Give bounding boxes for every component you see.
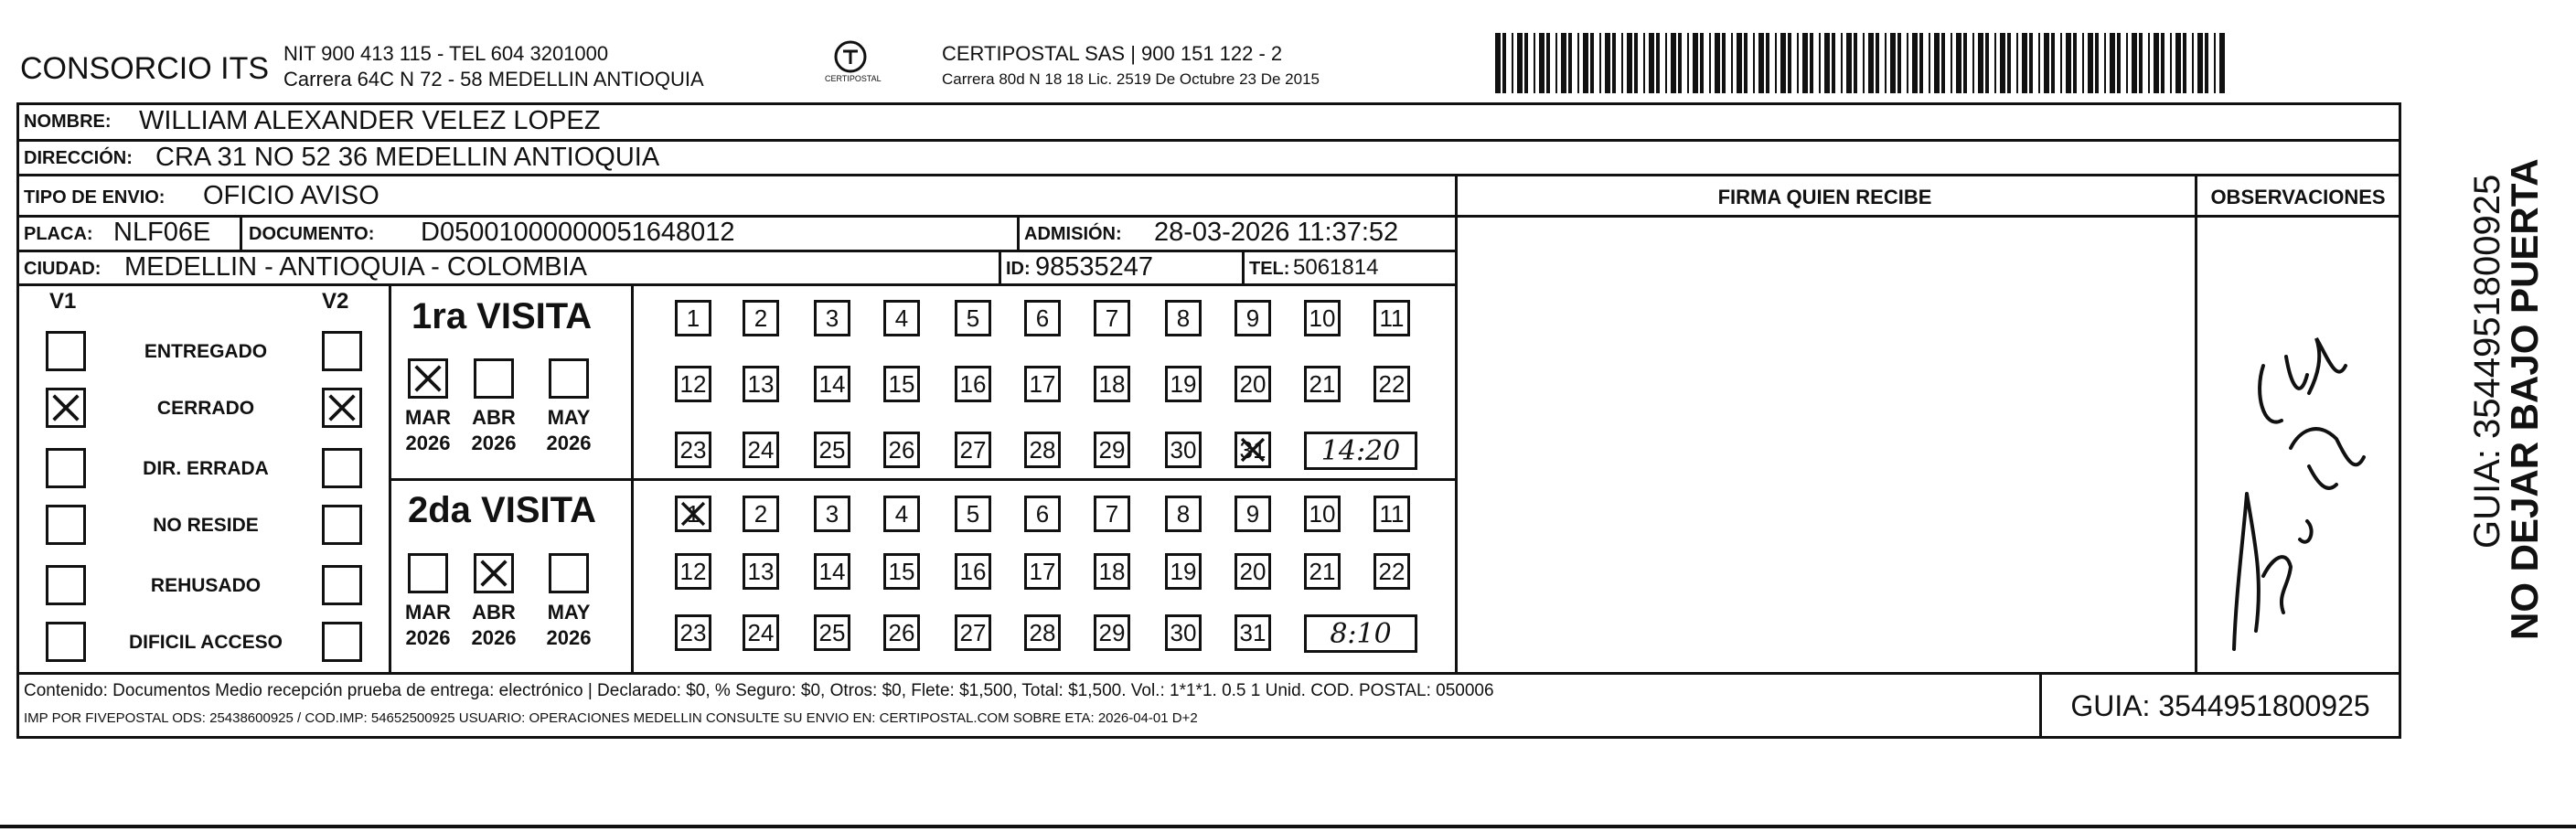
visit-month-name: MAR [404, 601, 452, 624]
visit-day-box[interactable]: 10 [1304, 496, 1341, 532]
visit-day-box[interactable]: 30 [1165, 432, 1202, 468]
visit-day-box[interactable]: 25 [814, 432, 850, 468]
visit-time: 14:20 [1304, 432, 1417, 470]
visit-day-box[interactable]: 27 [955, 614, 991, 651]
visit-day-box[interactable]: 31 [1235, 432, 1271, 468]
status-v1-checkbox[interactable] [46, 565, 86, 605]
visit-day-box[interactable]: 10 [1304, 300, 1341, 336]
visit-month-checkbox[interactable] [408, 553, 448, 593]
nombre-value: WILLIAM ALEXANDER VELEZ LOPEZ [139, 106, 601, 135]
visit-day-box[interactable]: 2 [743, 300, 779, 336]
status-v1-checkbox[interactable] [46, 505, 86, 545]
visit-day-box[interactable]: 18 [1094, 553, 1130, 590]
visit-day-box[interactable]: 2 [743, 496, 779, 532]
visit-day-box[interactable]: 19 [1165, 366, 1202, 402]
visit-day-box[interactable]: 13 [743, 553, 779, 590]
visit-day-box[interactable]: 4 [883, 496, 920, 532]
visit-day-box[interactable]: 14 [814, 553, 850, 590]
status-v2-checkbox[interactable] [322, 505, 362, 545]
v2-header: V2 [322, 289, 349, 314]
status-label: DIR. ERRADA [143, 458, 269, 479]
visit-day-box[interactable]: 20 [1235, 366, 1271, 402]
footer-guia: GUIA: 3544951800925 [2070, 689, 2370, 722]
status-label: ENTREGADO [144, 341, 268, 362]
visit-day-box[interactable]: 25 [814, 614, 850, 651]
documento-label: DOCUMENTO: [249, 224, 375, 244]
visit-time: 8:10 [1304, 614, 1417, 653]
visit-day-box[interactable]: 17 [1024, 553, 1061, 590]
visit-day-box[interactable]: 24 [743, 614, 779, 651]
visit-day-box[interactable]: 28 [1024, 432, 1061, 468]
visit-day-box[interactable]: 7 [1094, 300, 1130, 336]
certipostal-name: CERTIPOSTAL SAS | 900 151 122 - 2 [942, 42, 1283, 65]
visit-day-box[interactable]: 21 [1304, 366, 1341, 402]
visit-day-box[interactable]: 21 [1304, 553, 1341, 590]
tipo-label: TIPO DE ENVIO: [24, 187, 166, 208]
visit-day-box[interactable]: 24 [743, 432, 779, 468]
visit-month-checkbox[interactable] [408, 358, 448, 399]
visit-day-box[interactable]: 11 [1374, 496, 1410, 532]
visit-month-name: MAR [404, 406, 452, 429]
visit-day-box[interactable]: 6 [1024, 496, 1061, 532]
visit-day-box[interactable]: 12 [675, 366, 711, 402]
direccion-value: CRA 31 NO 52 36 MEDELLIN ANTIOQUIA [155, 143, 660, 172]
visit-month-year: 2026 [471, 432, 517, 454]
visit-day-box[interactable]: 18 [1094, 366, 1130, 402]
status-v2-checkbox[interactable] [322, 448, 362, 488]
visit-month-checkbox[interactable] [549, 553, 589, 593]
status-v2-checkbox[interactable] [322, 565, 362, 605]
status-label: CERRADO [156, 398, 255, 419]
visit-month-name: MAY [547, 406, 591, 429]
visit-month-year: 2026 [405, 626, 451, 649]
certipostal-address: Carrera 80d N 18 18 Lic. 2519 De Octubre 23 De 2015 [942, 70, 1320, 88]
admision-value: 28-03-2026 11:37:52 [1154, 218, 1399, 247]
status-v2-checkbox[interactable] [322, 331, 362, 371]
visit-day-box[interactable]: 5 [955, 496, 991, 532]
visit-day-box[interactable]: 16 [955, 553, 991, 590]
visit-day-box[interactable]: 30 [1165, 614, 1202, 651]
company-name: CONSORCIO ITS [20, 51, 270, 86]
first-visit-title: 1ra VISITA [412, 296, 593, 336]
status-label: DIFICIL ACCESO [128, 632, 283, 653]
status-v2-checkbox[interactable] [322, 622, 362, 662]
visit-day-box[interactable]: 11 [1374, 300, 1410, 336]
visit-day-box[interactable]: 3 [814, 496, 850, 532]
visit-day-box[interactable]: 1 [675, 300, 711, 336]
visit-day-box[interactable]: 29 [1094, 614, 1130, 651]
id-value: 98535247 [1035, 252, 1154, 282]
visit-day-box[interactable]: 14 [814, 366, 850, 402]
side-guia: GUIA: 3544951800925 [2467, 174, 2507, 549]
visit-day-box[interactable]: 20 [1235, 553, 1271, 590]
admision-label: ADMISIÓN: [1024, 224, 1122, 244]
visit-day-box[interactable]: 16 [955, 366, 991, 402]
visit-month-year: 2026 [405, 432, 451, 454]
visit-day-box[interactable]: 6 [1024, 300, 1061, 336]
visit-day-box[interactable]: 7 [1094, 496, 1130, 532]
visit-day-box[interactable]: 1 [675, 496, 711, 532]
status-v1-checkbox[interactable] [46, 622, 86, 662]
second-visit-title: 2da VISITA [408, 490, 596, 530]
visit-day-box[interactable]: 9 [1235, 496, 1271, 532]
v1-header: V1 [49, 289, 77, 314]
visit-day-box[interactable]: 15 [883, 553, 920, 590]
ciudad-value: MEDELLIN - ANTIOQUIA - COLOMBIA [124, 252, 587, 282]
status-v2-checkbox[interactable] [322, 388, 362, 428]
ciudad-label: CIUDAD: [24, 259, 102, 279]
visit-day-box[interactable]: 19 [1165, 553, 1202, 590]
visit-day-box[interactable]: 9 [1235, 300, 1271, 336]
certipostal-logo-icon [823, 37, 882, 91]
status-label: NO RESIDE [153, 515, 259, 536]
tel-value: 5061814 [1293, 255, 1379, 280]
firma-header: FIRMA QUIEN RECIBE [1717, 186, 1932, 208]
visit-day-box[interactable]: 12 [675, 553, 711, 590]
visit-month-year: 2026 [546, 626, 592, 649]
direccion-label: DIRECCIÓN: [24, 148, 133, 168]
visit-month-checkbox[interactable] [549, 358, 589, 399]
status-v1-checkbox[interactable] [46, 331, 86, 371]
status-v1-checkbox[interactable] [46, 448, 86, 488]
company-nit: NIT 900 413 115 - TEL 604 3201000 [283, 42, 609, 65]
handwritten-observation [2199, 302, 2382, 667]
visit-day-box[interactable]: 4 [883, 300, 920, 336]
visit-day-box[interactable]: 27 [955, 432, 991, 468]
visit-day-box[interactable]: 29 [1094, 432, 1130, 468]
visit-day-box[interactable]: 22 [1374, 366, 1410, 402]
documento-value: D05001000000051648012 [421, 218, 735, 247]
visit-day-box[interactable]: 23 [675, 432, 711, 468]
company-address: Carrera 64C N 72 - 58 MEDELLIN ANTIOQUIA [283, 68, 704, 91]
visit-day-box[interactable]: 15 [883, 366, 920, 402]
visit-day-box[interactable]: 28 [1024, 614, 1061, 651]
visit-day-box[interactable]: 23 [675, 614, 711, 651]
logo-caption: CERTIPOSTAL [825, 74, 882, 83]
visit-day-box[interactable]: 5 [955, 300, 991, 336]
tipo-value: OFICIO AVISO [203, 181, 379, 210]
status-v1-checkbox[interactable] [46, 388, 86, 428]
visit-month-checkbox[interactable] [474, 553, 514, 593]
visit-month-name: MAY [547, 601, 591, 624]
barcode [1495, 33, 2227, 93]
visit-month-year: 2026 [546, 432, 592, 454]
tel-label: TEL: [1249, 259, 1290, 279]
nombre-label: NOMBRE: [24, 112, 112, 132]
visit-month-checkbox[interactable] [474, 358, 514, 399]
visit-day-box[interactable]: 22 [1374, 553, 1410, 590]
visit-day-box[interactable]: 31 [1235, 614, 1271, 651]
side-notice: NO DEJAR BAJO PUERTA [2503, 158, 2546, 640]
footer-content-line: Contenido: Documentos Medio recepción prueba de entrega: electrónico | Declarado: $0, % Seguro: $0, Otros: $0, Flete: $1,500, Total: $1,500. Vol.: 1*1*1. 0.5 1 Unid. COD. POSTAL: 050006 [24, 681, 1494, 700]
placa-label: PLACA: [24, 224, 93, 244]
observaciones-header: OBSERVACIONES [2210, 186, 2386, 208]
status-label: REHUSADO [150, 575, 262, 596]
visit-month-name: ABR [472, 406, 516, 429]
footer-print-line: IMP POR FIVEPOSTAL ODS: 25438600925 / COD.IMP: 54652500925 USUARIO: OPERACIONES MEDELLIN CONSULTE SU ENVIO EN: CERTIPOSTAL.COM SOBRE ETA: 2026-04-01 D+2 [24, 710, 1198, 726]
visit-day-box[interactable]: 3 [814, 300, 850, 336]
bottom-rule [0, 825, 2576, 828]
visit-month-name: ABR [472, 601, 516, 624]
visit-day-box[interactable]: 8 [1165, 300, 1202, 336]
visit-day-box[interactable]: 13 [743, 366, 779, 402]
visit-day-box[interactable]: 17 [1024, 366, 1061, 402]
placa-value: NLF06E [113, 218, 211, 247]
visit-month-year: 2026 [471, 626, 517, 649]
visit-day-box[interactable]: 26 [883, 614, 920, 651]
visit-day-box[interactable]: 26 [883, 432, 920, 468]
visit-day-box[interactable]: 8 [1165, 496, 1202, 532]
id-label: ID: [1006, 259, 1031, 279]
